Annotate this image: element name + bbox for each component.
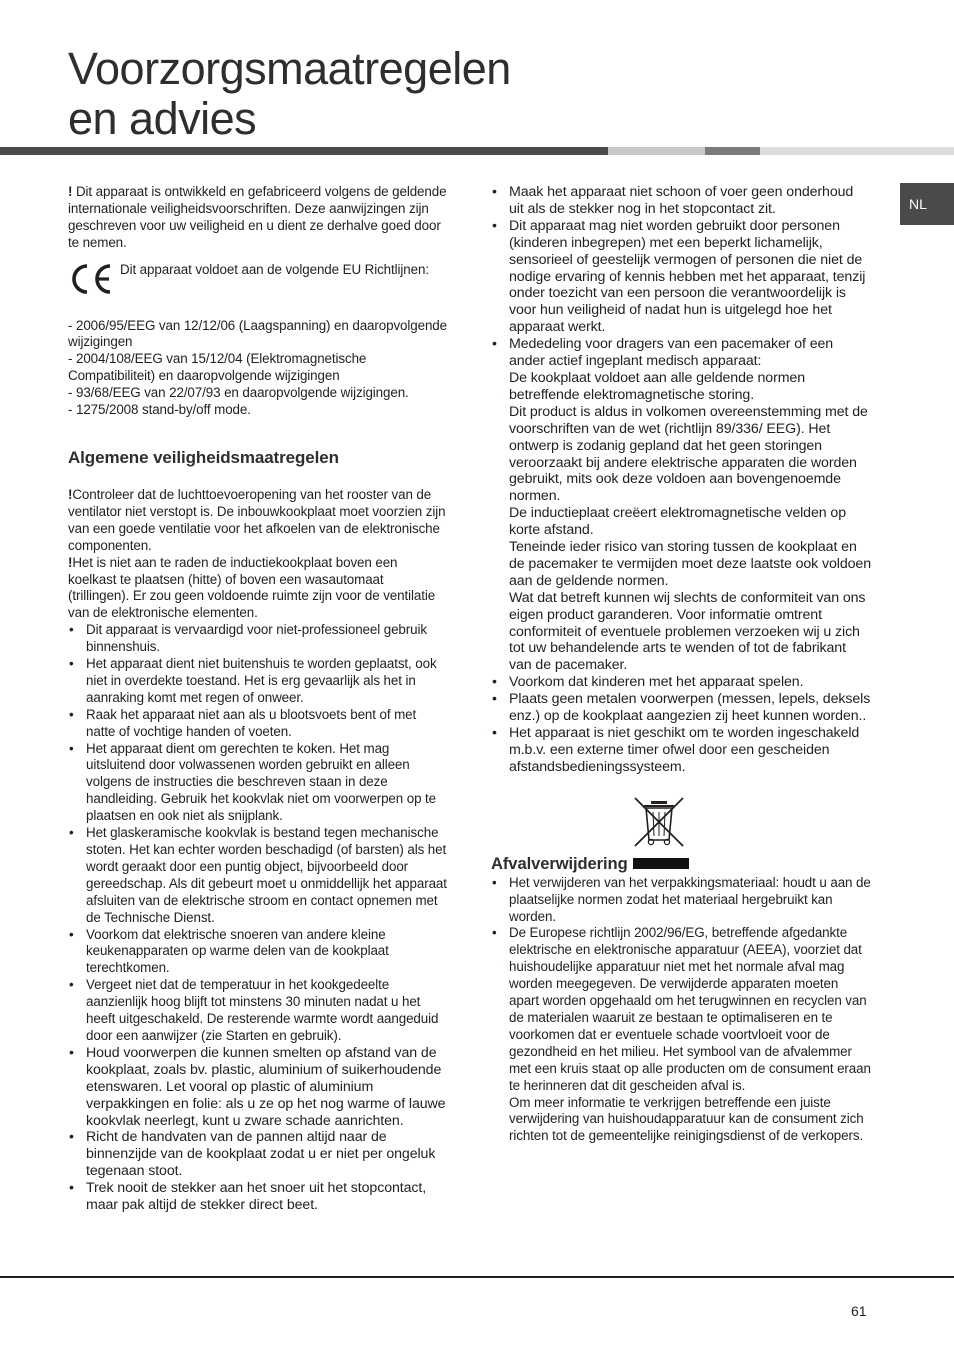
list-item: • Dit apparaat mag niet worden gebruikt door personen (kinderen inbegrepen) met een beperkt lichamelijk, sensorieel of geestelijk vermogen of personen die niet de nodige ervaring of kennis hebben met het apparaat, tenzij onder toezicht van een persoon die verantwoordelijk is voor hun veiligheid of nadat hun is uitgelegd hoe het apparaat werkt. <box>491 218 871 336</box>
list-item: • Voorkom dat elektrische snoeren van andere kleine keukenapparaten op warme delen van de kookplaat terechtkomen. <box>68 927 448 978</box>
list-item: • Richt de handvaten van de pannen altijd naar de binnenzijde van de kookplaat zodat u er niet per ongeluk tegenaan stoot. <box>68 1129 448 1180</box>
list-item: • Trek nooit de stekker aan het snoer uit het stopcontact, maar pak altijd de stekker direct beet. <box>68 1180 448 1214</box>
list-item: • Het apparaat dient om gerechten te koken. Het mag uitsluitend door volwassenen worden gebruikt en alleen volgens de instructies die beschreven staan in deze handleiding. Gebruik het kookvlak niet om voorwerpen op te plaatsen en ook niet als snijplank. <box>68 741 448 826</box>
intro-paragraph: ! Dit apparaat is ontwikkeld en gefabriceerd volgens de geldende internationale veiligheidsvoorschriften. Deze aanwijzingen zijn geschreven voor uw veiligheid en u dient ze derhalve goed door te nemen. <box>68 184 447 250</box>
header-rule-pale <box>760 147 954 155</box>
list-item: • Vergeet niet dat de temperatuur in het kookgedeelte aanzienlijk hoog blijft tot minstens 30 minuten nadat u het heeft uitgeschakeld. De resterende warmte wordt aangeduid door een aanwijzer (zie Starten en gebruik). <box>68 977 448 1045</box>
disposal-closing: Om meer informatie te verkrijgen betreffende een juiste verwijdering van huishoudapparatuur kan de consument zich richten tot de gemeentelijke reinigingsdienst of de verkopers. <box>509 1094 864 1144</box>
general-bullet-list <box>68 622 448 1045</box>
directive-item: - 1275/2008 stand-by/off mode. <box>68 402 251 418</box>
directive-item: - 2004/108/EEG van 15/12/04 (Elektromagnetische Compatibiliteit) en daaropvolgende wijzigingen <box>68 351 367 384</box>
header-rule-dark <box>0 147 608 155</box>
list-item: • Mededeling voor dragers van een pacemaker of een ander actief ingeplant medisch apparaat: <box>491 336 871 370</box>
header-rule-light <box>608 147 705 155</box>
heading-bar <box>633 858 689 869</box>
pacemaker-paragraph: Teneinde ieder risico van storing tussen de kookplaat en de pacemaker te vermijden moet deze laatste ook voldoen aan de geldende normen. <box>509 539 872 589</box>
list-item: • Maak het apparaat niet schoon of voer geen onderhoud uit als de stekker nog in het stopcontact zit. <box>491 184 871 218</box>
list-item: • Het verwijderen van het verpakkingsmateriaal: houdt u aan de plaatselijke normen zodat het materiaal hergebruikt kan worden. <box>491 875 871 926</box>
title-line-2: en advies <box>68 93 257 144</box>
directive-item: - 2006/95/EEG van 12/12/06 (Laagspanning) en daaropvolgende wijzigingen <box>68 317 448 350</box>
list-item: • Dit apparaat is vervaardigd voor niet-professioneel gebruik binnenshuis. <box>68 622 448 656</box>
warning-paragraph: !Het is niet aan te raden de inductiekookplaat boven een koelkast te plaatsen (hitte) of boven een wasautomaat (trillingen). Er zou geen voldoende ruimte zijn voor de ventilatie van de elektronische elementen. <box>68 554 436 621</box>
directive-item: - 93/68/EEG van 22/07/93 en daaropvolgende wijzigingen. <box>68 385 409 401</box>
title-line-1: Voorzorgsmaatregelen <box>68 43 511 94</box>
footer-rule <box>0 1276 954 1278</box>
general-bullet-list-cont <box>68 1045 448 1214</box>
disposal-bullet-list <box>491 875 871 1095</box>
list-item: • Raak het apparaat niet aan als u blootsvoets bent of met natte of vochtige handen of voeten. <box>68 707 448 741</box>
list-item: • De Europese richtlijn 2002/96/EG, betreffende afgedankte elektrische en elektronische apparatuur (AEEA), voorziet dat huishoudelijke apparatuur niet met het normale afval mag worden meegegeven. De verwijderde apparaten moeten apart worden opgehaald om het terugwinnen en recyclen van de materialen waaruit ze bestaan te optimaliseren en te voorkomen dat er eventuele schade voortvloeit voor de gezondheid en het milieu. Het symbool van de afvalemmer met een kruis staat op alle producten om de consument eraan te herinneren dat dit gescheiden afval is. <box>491 925 871 1094</box>
ce-mark-icon <box>68 262 120 301</box>
disposal-heading: Afvalverwijdering <box>491 853 871 875</box>
list-item: • Voorkom dat kinderen met het apparaat spelen. <box>491 674 871 691</box>
pacemaker-paragraph: Wat dat betreft kunnen wij slechts de conformiteit van ons eigen product garanderen. Voor informatie omtrent conformiteit of eventuele problemen verzoeken wij u zich tot uw behandelende arts te wenden of tot de fabrikant van de pacemaker. <box>509 589 866 674</box>
page-number: 61 <box>851 1303 867 1319</box>
left-column <box>68 184 448 1214</box>
list-item: • Plaats geen metalen voorwerpen (messen, lepels, deksels enz.) op de kookplaat aangezien zij heet kunnen worden.. <box>491 691 871 725</box>
list-item: • Het apparaat dient niet buitenshuis te worden geplaatst, ook niet in overdekte toestand. Het is erg gevaarlijk als het in aanraking komt met regen of onweer. <box>68 656 448 707</box>
right-bullet-list-2 <box>491 674 871 775</box>
page-title <box>68 44 511 144</box>
right-column <box>491 184 871 1145</box>
header-rule-mid <box>705 147 760 155</box>
language-tab: NL <box>900 183 954 225</box>
warning-mark: ! <box>68 184 73 199</box>
ce-text: Dit apparaat voldoet aan de volgende EU Richtlijnen: <box>120 261 429 277</box>
pacemaker-paragraph: De kookplaat voldoet aan alle geldende normen betreffende elektromagnetische storing. <box>509 369 806 403</box>
list-item: • Het apparaat is niet geschikt om te worden ingeschakeld m.b.v. een externe timer ofwel door een gescheiden afstandsbedieningssysteem. <box>491 725 871 776</box>
list-item: • Houd voorwerpen die kunnen smelten op afstand van de kookplaat, zoals bv. plastic, aluminium of suikerhoudende etenswaren. Let vooral op plastic of aluminium verpakkingen en folie: als u ze op het nog warme of lauwe kookvlak neerlegt, kunt u zware schade aanrichten. <box>68 1045 448 1130</box>
crossed-out-bin-icon <box>632 795 686 849</box>
general-safety-heading: Algemene veiligheidsmaatregelen <box>68 447 339 467</box>
ce-block <box>68 262 448 301</box>
warning-paragraph: !Controleer dat de luchttoevoeropening van het rooster van de ventilator niet verstopt is. De inbouwkookplaat moet voorzien zijn van een goede ventilatie voor het afkoelen van de elektronische componenten. <box>68 486 446 553</box>
pacemaker-paragraph: De inductieplaat creëert elektromagnetische velden op korte afstand. <box>509 505 846 539</box>
pacemaker-paragraph: Dit product is aldus in volkomen overeenstemming met de voorschriften van de wet (richtlijn 89/336/ EEG). Het ontwerp is zodanig gepland dat het geen storingen veroorzaakt bij andere elektrische apparaten die worden gebruikt, mits ook deze voldoen aan bovengenoemde normen. <box>509 403 868 505</box>
right-bullet-list <box>491 184 871 370</box>
list-item: • Het glaskeramische kookvlak is bestand tegen mechanische stoten. Het kan echter worden beschadigd (of barsten) als het wordt geraakt door een puntig object, bijvoorbeeld door gereedschap. Als dit gebeurt moet u onmiddellijk het apparaat afsluiten van de elektrische stroom en contact opnemen met de Technische Dienst. <box>68 825 448 926</box>
